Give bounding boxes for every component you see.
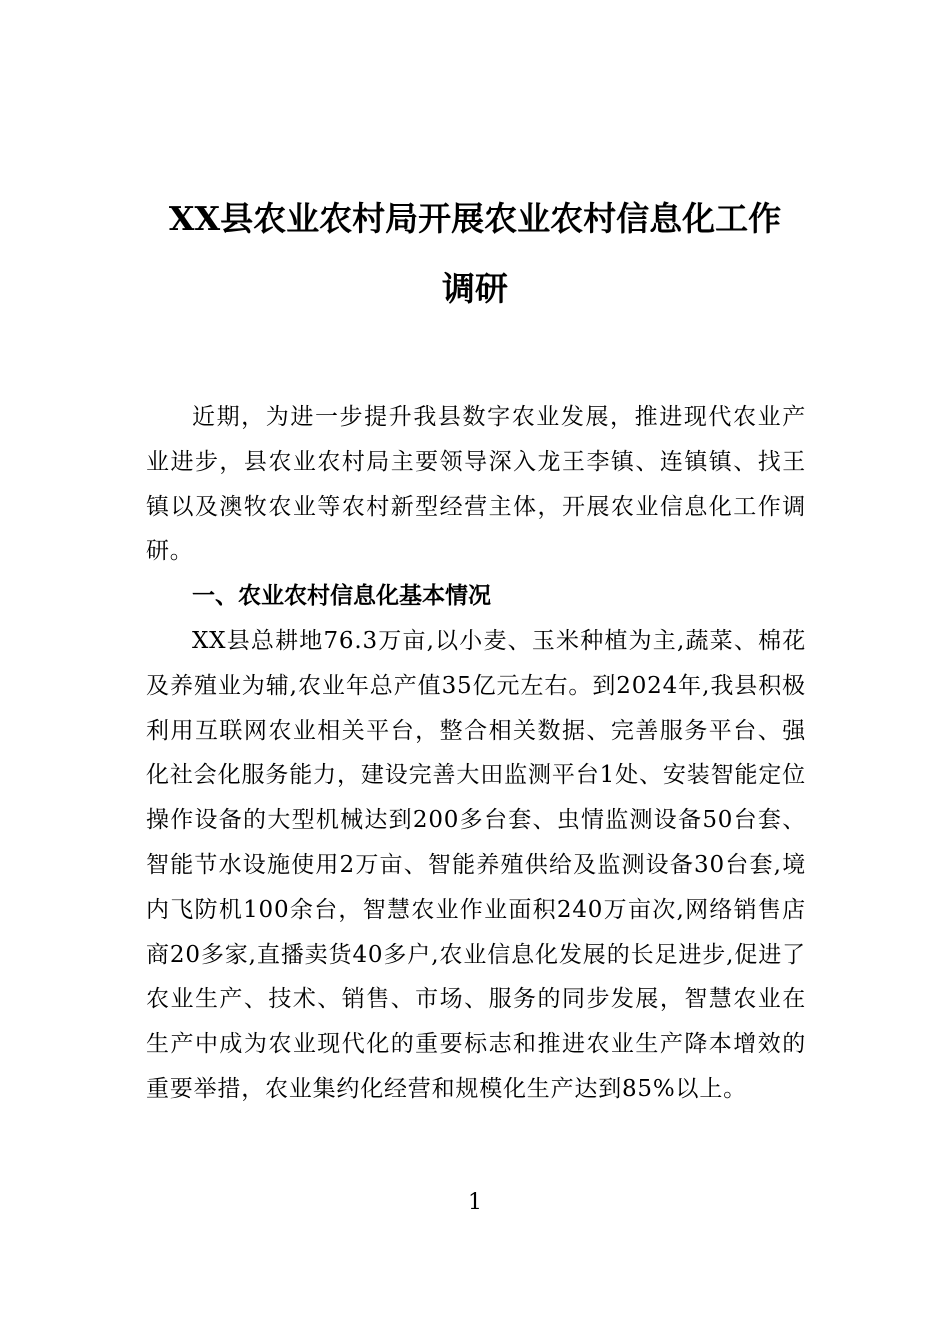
document-title-line-1: XX县农业农村局开展农业农村信息化工作 [168, 199, 782, 238]
section-1-heading: 一、农业农村信息化基本情况 [192, 583, 491, 609]
section-1-paragraph: XX县总耕地76.3万亩,以小麦、玉米种植为主,蔬菜、棉花及养殖业为辅,农业年总产值35亿元左右。到2024年,我县积极利用互联网农业相关平台，整合相关数据、完善服务平台、强化社会化服务能力，建设完善大田监测平台1处、安装智能定位操作设备的大型机械达到200多台套、虫情监测设备50台套、智能节水设施使用2万亩、智能养殖供给及监测设备30台套,境内飞防机100余台，智慧农业作业面积240万亩次,网络销售店商20多家,直播卖货40多户,农业信息化发展的长足进步,促进了农业生产、技术、销售、市场、服务的同步发展，智慧农业在生产中成为农业现代化的重要标志和推进农业生产降本增效的重要举措，农业集约化经营和规模化生产达到85%以上。 [146, 628, 806, 1102]
page-number: 1 [468, 1190, 482, 1215]
intro-paragraph: 近期，为进一步提升我县数字农业发展，推进现代农业产业进步，县农业农村局主要领导深入龙王李镇、连镇镇、找王镇以及澳牧农业等农村新型经营主体，开展农业信息化工作调研。 [146, 404, 806, 565]
document-title-line-2: 调研 [442, 269, 508, 308]
